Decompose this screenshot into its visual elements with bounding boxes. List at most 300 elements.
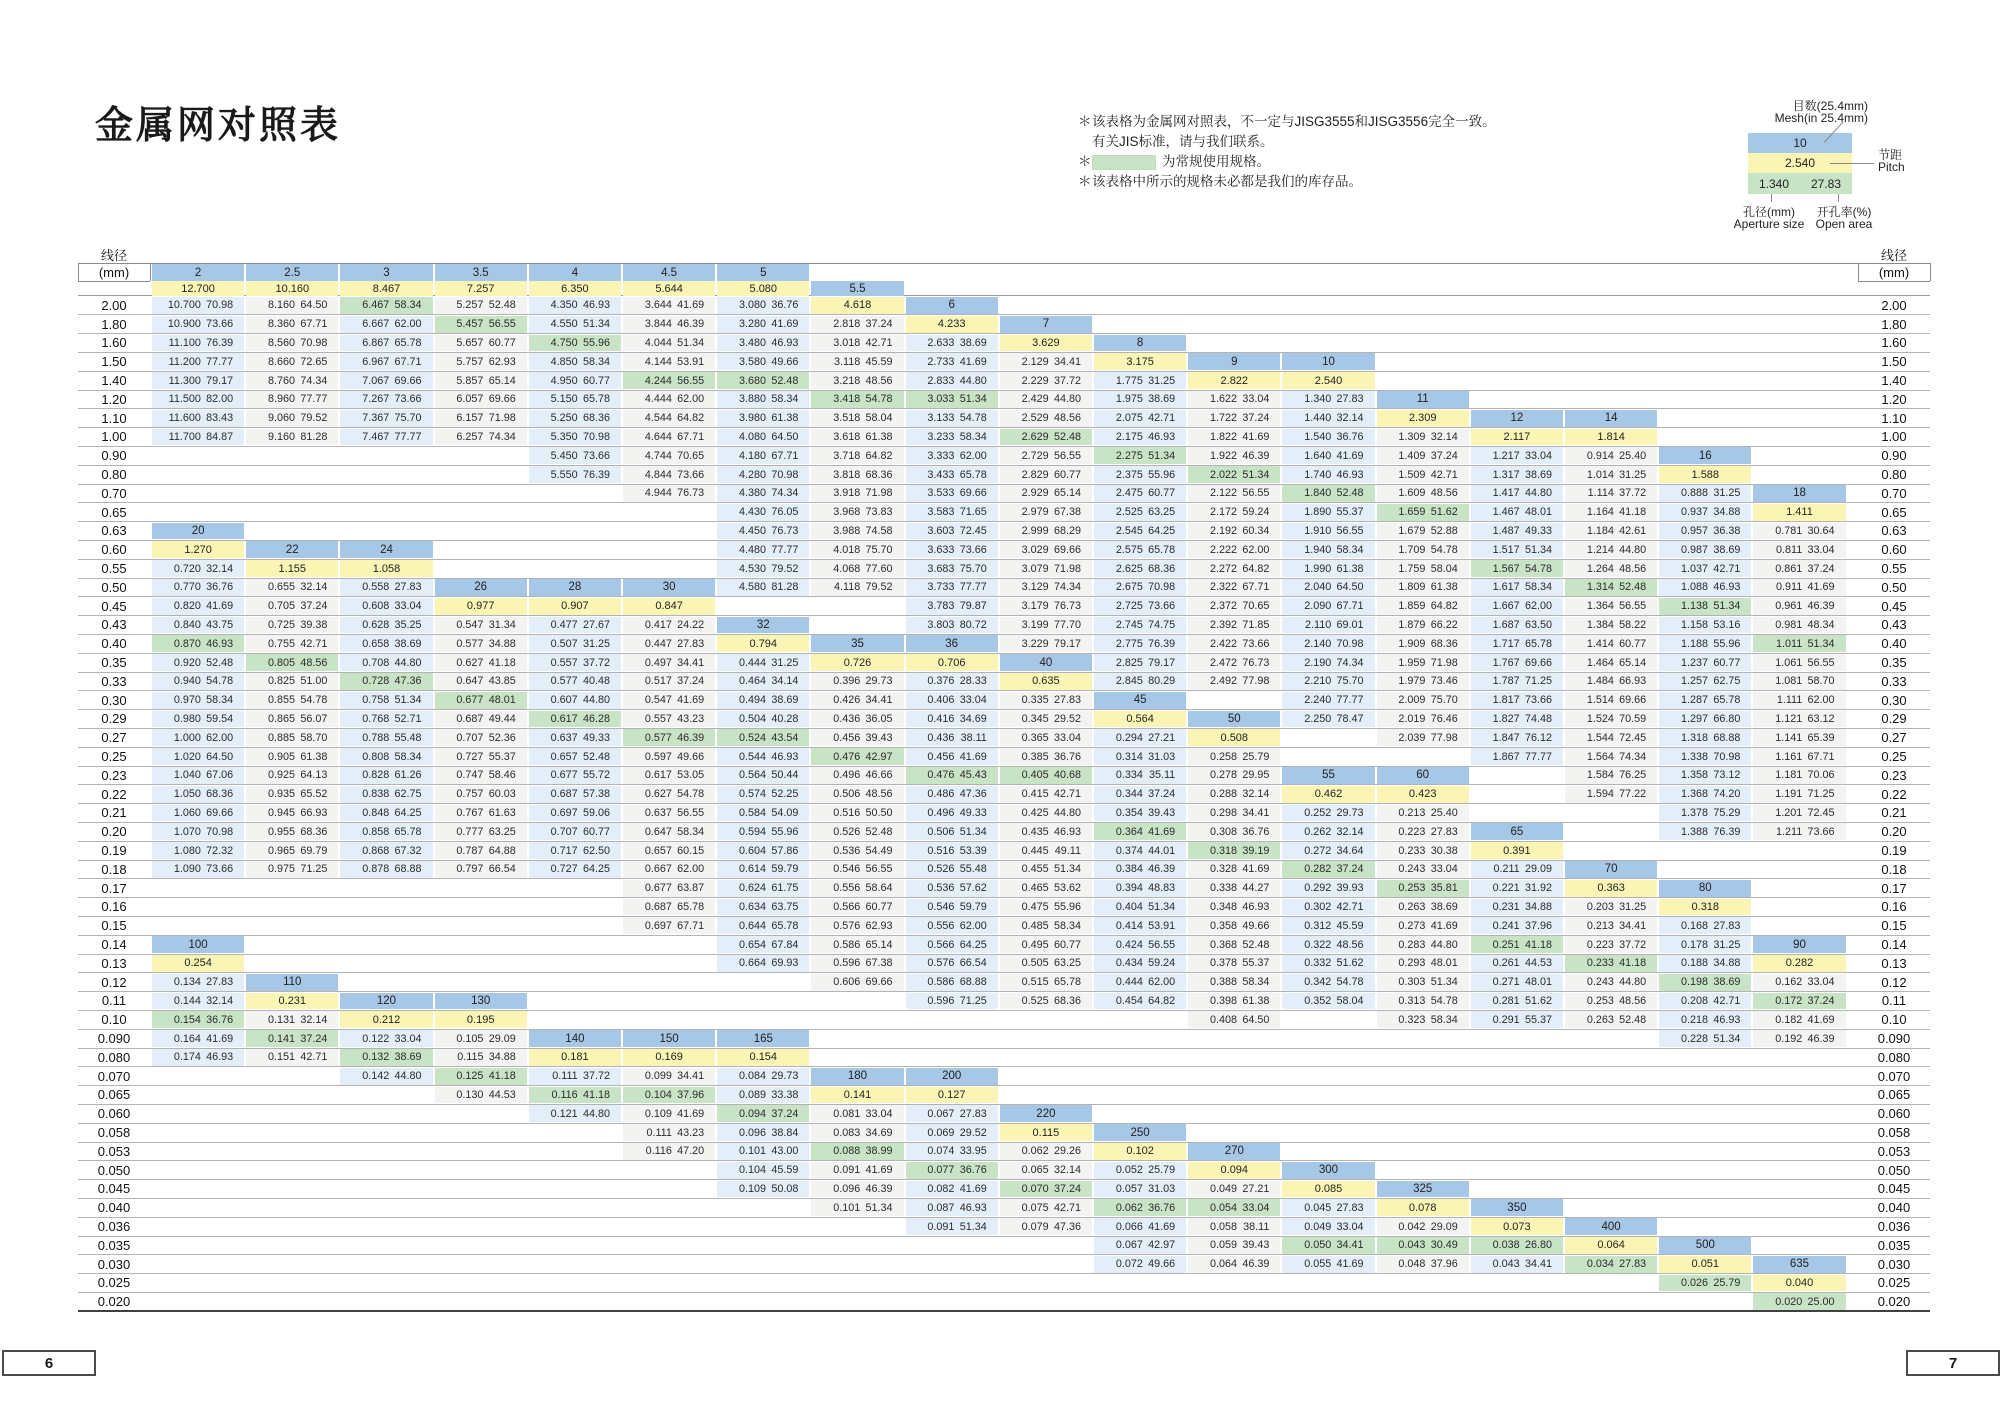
aperture-value: 0.065 <box>1021 1164 1049 1177</box>
aperture-value: 5.757 <box>456 355 484 368</box>
aperture-value: 2.122 <box>1210 487 1238 500</box>
data-cell <box>1000 1181 1092 1198</box>
data-cell <box>811 805 903 822</box>
aperture-value: 1.181 <box>1775 769 1803 782</box>
legend-aperture-label-en: Aperture size <box>1733 217 1805 231</box>
data-cell <box>435 786 527 803</box>
data-cell <box>623 429 715 446</box>
aperture-value: 0.980 <box>173 712 201 725</box>
open-area-value: 65.78 <box>394 336 422 349</box>
aperture-value: 1.317 <box>1492 468 1520 481</box>
aperture-value: 3.988 <box>833 524 861 537</box>
data-cell <box>717 1087 809 1104</box>
open-area-value: 49.66 <box>1148 1258 1176 1271</box>
data-cell <box>1094 823 1186 840</box>
aperture-value: 1.740 <box>1304 468 1332 481</box>
pitch-cell: 0.115 <box>1000 1124 1092 1141</box>
data-cell <box>1188 673 1280 690</box>
aperture-value: 0.218 <box>1681 1013 1709 1026</box>
open-area-value: 65.78 <box>677 900 705 913</box>
data-cell <box>1188 974 1280 991</box>
data-cell <box>623 410 715 427</box>
row-label-right: 0.65 <box>1881 504 1907 520</box>
open-area-value: 41.69 <box>206 600 234 613</box>
data-cell <box>152 598 244 615</box>
data-cell <box>906 767 998 784</box>
open-area-value: 42.71 <box>1430 468 1458 481</box>
open-area-value: 42.71 <box>1713 994 1741 1007</box>
aperture-value: 0.970 <box>173 694 201 707</box>
data-cell <box>811 748 903 765</box>
data-cell <box>1659 1011 1751 1028</box>
pitch-cell: 1.814 <box>1565 429 1657 446</box>
aperture-value: 8.660 <box>268 355 296 368</box>
open-area-value: 51.62 <box>1336 957 1364 970</box>
aperture-value: 1.809 <box>1398 581 1426 594</box>
open-area-value: 68.88 <box>959 976 987 989</box>
data-cell <box>1753 560 1845 577</box>
data-cell <box>246 711 338 728</box>
aperture-value: 0.069 <box>927 1126 955 1139</box>
data-cell <box>1659 823 1751 840</box>
aperture-value: 0.243 <box>1586 976 1614 989</box>
data-cell <box>529 617 621 634</box>
aperture-value: 0.770 <box>173 581 201 594</box>
open-area-value: 51.34 <box>959 1220 987 1233</box>
row-label-left: 0.15 <box>101 918 127 934</box>
data-cell <box>1565 541 1657 558</box>
open-area-value: 31.25 <box>1619 468 1647 481</box>
data-cell <box>623 1105 715 1122</box>
data-cell <box>1000 504 1092 521</box>
aperture-value: 0.634 <box>739 900 767 913</box>
aperture-value: 5.857 <box>456 374 484 387</box>
aperture-value: 4.180 <box>739 449 767 462</box>
mesh-header-cell: 200 <box>906 1068 998 1085</box>
open-area-value: 77.77 <box>1336 694 1364 707</box>
row-label-right: 0.035 <box>1877 1237 1911 1253</box>
open-area-value: 70.98 <box>771 468 799 481</box>
aperture-value: 3.918 <box>833 487 861 500</box>
aperture-value: 1.090 <box>173 863 201 876</box>
open-area-value: 42.71 <box>865 336 893 349</box>
row-label-left: 0.053 <box>97 1143 131 1159</box>
open-area-value: 51.62 <box>1430 506 1458 519</box>
legend-pitch-value: 2.540 <box>1784 156 1816 170</box>
aperture-value: 0.597 <box>644 750 672 763</box>
data-cell <box>1377 974 1469 991</box>
data-cell <box>811 955 903 972</box>
aperture-value: 7.267 <box>362 393 390 406</box>
aperture-value: 1.014 <box>1586 468 1614 481</box>
aperture-value: 1.338 <box>1681 750 1709 763</box>
data-cell <box>246 861 338 878</box>
open-area-value: 43.23 <box>677 712 705 725</box>
open-area-value: 76.73 <box>771 524 799 537</box>
row-label-left: 0.63 <box>101 523 127 539</box>
data-cell <box>1282 673 1374 690</box>
data-cell <box>1282 880 1374 897</box>
aperture-value: 1.088 <box>1681 581 1709 594</box>
aperture-value: 5.450 <box>550 449 578 462</box>
open-area-value: 76.73 <box>1242 656 1270 669</box>
data-cell <box>529 410 621 427</box>
open-area-value: 46.93 <box>771 750 799 763</box>
open-area-value: 60.34 <box>1242 524 1270 537</box>
aperture-value: 0.757 <box>456 788 484 801</box>
open-area-value: 34.14 <box>771 675 799 688</box>
aperture-value: 0.054 <box>1210 1201 1238 1214</box>
data-cell <box>906 842 998 859</box>
open-area-value: 41.69 <box>1242 863 1270 876</box>
data-cell <box>529 805 621 822</box>
data-cell <box>1753 823 1845 840</box>
row-label-left: 0.16 <box>101 899 127 915</box>
open-area-value: 56.07 <box>300 712 328 725</box>
aperture-value: 1.114 <box>1587 487 1614 500</box>
open-area-value: 43.85 <box>488 675 516 688</box>
open-area-value: 55.96 <box>1148 468 1176 481</box>
aperture-value: 2.175 <box>1115 430 1143 443</box>
data-cell <box>811 899 903 916</box>
table-rule <box>78 1273 1930 1274</box>
data-cell <box>1000 579 1092 596</box>
open-area-value: 81.28 <box>300 430 328 443</box>
open-area-value: 38.11 <box>960 731 987 744</box>
data-cell <box>811 861 903 878</box>
open-area-value: 61.63 <box>488 806 516 819</box>
open-area-value: 58.34 <box>1430 1013 1458 1026</box>
open-area-value: 48.56 <box>865 788 893 801</box>
data-cell <box>152 297 244 314</box>
data-cell <box>1282 861 1374 878</box>
data-cell <box>1094 993 1186 1010</box>
row-label-right: 0.12 <box>1881 974 1907 990</box>
data-cell <box>1377 429 1469 446</box>
aperture-value: 11.300 <box>168 374 201 387</box>
row-label-left: 1.50 <box>101 354 127 370</box>
data-cell <box>1188 936 1280 953</box>
data-cell <box>1565 974 1657 991</box>
aperture-value: 0.178 <box>1681 938 1709 951</box>
open-area-value: 29.09 <box>1430 1220 1458 1233</box>
data-cell <box>435 429 527 446</box>
aperture-value: 0.211 <box>1493 863 1520 876</box>
data-cell <box>906 598 998 615</box>
wire-diameter-header-right: 线径 <box>1880 247 1907 263</box>
open-area-value: 61.38 <box>1430 581 1458 594</box>
aperture-value: 0.957 <box>1681 524 1709 537</box>
aperture-value: 2.472 <box>1210 656 1238 669</box>
open-area-value: 58.34 <box>206 694 234 707</box>
data-cell <box>811 936 903 953</box>
aperture-value: 0.077 <box>927 1164 955 1177</box>
aperture-value: 2.210 <box>1304 675 1332 688</box>
data-cell <box>246 823 338 840</box>
open-area-value: 77.70 <box>1053 618 1081 631</box>
aperture-value: 1.879 <box>1398 618 1426 631</box>
data-cell <box>1377 654 1469 671</box>
open-area-value: 81.28 <box>771 581 799 594</box>
open-area-value: 32.14 <box>206 994 234 1007</box>
mesh-header-cell: 4.5 <box>623 264 715 281</box>
aperture-value: 0.504 <box>739 712 767 725</box>
open-area-value: 58.04 <box>1430 562 1458 575</box>
mesh-header-cell: 4 <box>529 264 621 281</box>
aperture-value: 10.900 <box>167 318 201 331</box>
row-label-right: 0.045 <box>1877 1181 1911 1197</box>
pitch-cell: 1.411 <box>1753 504 1845 521</box>
aperture-value: 7.067 <box>362 374 390 387</box>
data-cell <box>623 1143 715 1160</box>
data-cell <box>152 692 244 709</box>
open-area-value: 30.38 <box>1430 844 1458 857</box>
aperture-value: 0.720 <box>173 562 201 575</box>
row-label-right: 0.090 <box>1877 1031 1911 1047</box>
data-cell <box>1188 447 1280 464</box>
data-cell <box>623 372 715 389</box>
aperture-value: 0.705 <box>268 600 296 613</box>
aperture-value: 0.388 <box>1210 976 1238 989</box>
aperture-value: 0.174 <box>173 1051 201 1064</box>
data-cell <box>1094 917 1186 934</box>
row-label-left: 2.00 <box>101 297 127 313</box>
data-cell <box>246 1049 338 1066</box>
data-cell <box>906 1218 998 1235</box>
aperture-value: 0.043 <box>1492 1258 1520 1271</box>
data-cell <box>717 805 809 822</box>
aperture-value: 2.375 <box>1115 468 1143 481</box>
data-cell <box>529 447 621 464</box>
legend-aperture-label-cn: 孔径(mm) <box>1743 205 1795 219</box>
open-area-value: 41.69 <box>771 318 799 331</box>
aperture-value: 5.550 <box>550 468 578 481</box>
aperture-value: 0.755 <box>268 637 296 650</box>
aperture-value: 0.223 <box>1586 938 1614 951</box>
data-cell <box>1000 786 1092 803</box>
aperture-value: 1.787 <box>1492 675 1520 688</box>
aperture-value: 2.022 <box>1210 468 1238 481</box>
open-area-value: 73.66 <box>959 543 987 556</box>
row-label-right: 0.025 <box>1877 1275 1911 1291</box>
data-cell <box>1094 466 1186 483</box>
aperture-value: 0.870 <box>173 637 201 650</box>
aperture-value: 0.707 <box>550 825 578 838</box>
aperture-value: 0.577 <box>456 637 484 650</box>
open-area-value: 72.45 <box>1619 731 1647 744</box>
aperture-value: 3.633 <box>927 543 955 556</box>
aperture-value: 0.495 <box>1021 938 1049 951</box>
open-area-value: 42.71 <box>300 637 328 650</box>
aperture-value: 0.464 <box>739 675 767 688</box>
open-area-value: 77.77 <box>1524 750 1552 763</box>
row-label-left: 0.10 <box>101 1012 127 1028</box>
open-area-value: 34.41 <box>677 1070 705 1083</box>
aperture-value: 4.450 <box>739 524 767 537</box>
open-area-value: 79.87 <box>959 600 987 613</box>
open-area-value: 58.70 <box>300 731 328 744</box>
row-label-left: 0.19 <box>101 843 127 859</box>
data-cell <box>717 880 809 897</box>
aperture-value: 0.142 <box>362 1070 390 1083</box>
data-cell <box>1282 410 1374 427</box>
row-label-left: 0.21 <box>101 805 127 821</box>
aperture-value: 0.788 <box>362 731 390 744</box>
open-area-value: 73.66 <box>1524 694 1552 707</box>
row-label-right: 0.60 <box>1881 542 1907 558</box>
data-cell <box>1188 805 1280 822</box>
data-cell <box>1188 1181 1280 1198</box>
open-area-value: 59.79 <box>959 900 987 913</box>
data-cell <box>529 1087 621 1104</box>
data-cell <box>152 842 244 859</box>
open-area-value: 43.75 <box>206 618 234 631</box>
data-cell <box>1377 861 1469 878</box>
aperture-value: 0.034 <box>1586 1258 1614 1271</box>
open-area-value: 62.00 <box>677 393 705 406</box>
note-text: 该表格为金属网对照表，不一定与JISG3555和JISG3556完全一致。 <box>1092 114 1496 129</box>
data-cell <box>811 1181 903 1198</box>
aperture-value: 1.214 <box>1586 543 1614 556</box>
open-area-value: 43.23 <box>677 1126 705 1139</box>
open-area-value: 29.73 <box>865 675 893 688</box>
aperture-value: 2.492 <box>1210 675 1238 688</box>
aperture-value: 0.506 <box>927 825 955 838</box>
aperture-value: 0.292 <box>1304 882 1332 895</box>
aperture-value: 4.244 <box>644 374 672 387</box>
data-cell <box>1377 842 1469 859</box>
aperture-value: 0.657 <box>550 750 578 763</box>
row-label-left: 1.10 <box>101 410 127 426</box>
aperture-value: 0.404 <box>1115 900 1143 913</box>
aperture-value: 0.758 <box>362 694 390 707</box>
open-area-value: 40.48 <box>582 675 610 688</box>
data-cell <box>1188 955 1280 972</box>
data-cell <box>1471 974 1563 991</box>
open-area-value: 44.80 <box>394 656 422 669</box>
data-cell <box>623 335 715 352</box>
data-cell <box>1565 504 1657 521</box>
data-cell <box>1188 880 1280 897</box>
row-label-right: 0.21 <box>1881 805 1907 821</box>
data-cell <box>1565 617 1657 634</box>
mesh-header-cell: 45 <box>1094 692 1186 709</box>
data-cell <box>340 692 432 709</box>
open-area-value: 70.98 <box>300 336 328 349</box>
open-area-value: 46.28 <box>582 712 610 725</box>
wire-diameter-unit-left: (mm) <box>98 265 130 280</box>
open-area-value: 76.25 <box>1619 769 1647 782</box>
data-cell <box>152 729 244 746</box>
legend-pitch-label-en: Pitch <box>1878 160 1905 174</box>
data-cell <box>1753 617 1845 634</box>
pitch-cell: 0.564 <box>1094 711 1186 728</box>
data-cell <box>340 598 432 615</box>
open-area-value: 33.04 <box>1807 543 1835 556</box>
open-area-value: 54.78 <box>1524 562 1552 575</box>
open-area-value: 55.72 <box>582 769 610 782</box>
mesh-header-cell: 3.5 <box>435 264 527 281</box>
open-area-value: 74.58 <box>865 524 893 537</box>
aperture-value: 0.965 <box>268 844 296 857</box>
row-label-left: 0.070 <box>97 1068 131 1084</box>
open-area-value: 76.39 <box>1713 825 1741 838</box>
aperture-value: 0.344 <box>1115 788 1143 801</box>
mesh-header-cell: 140 <box>529 1030 621 1047</box>
data-cell <box>1282 692 1374 709</box>
aperture-value: 3.733 <box>927 581 955 594</box>
open-area-value: 71.65 <box>959 506 987 519</box>
data-cell <box>1094 598 1186 615</box>
open-area-value: 51.34 <box>677 336 705 349</box>
aperture-value: 0.586 <box>927 976 955 989</box>
open-area-value: 54.78 <box>206 675 234 688</box>
data-cell <box>1188 748 1280 765</box>
data-cell <box>435 1030 527 1047</box>
data-cell <box>1471 955 1563 972</box>
open-area-value: 58.34 <box>394 750 422 763</box>
data-cell <box>1188 654 1280 671</box>
data-cell <box>1188 899 1280 916</box>
row-label-right: 0.19 <box>1881 843 1907 859</box>
aperture-value: 0.637 <box>644 806 672 819</box>
open-area-value: 68.36 <box>865 468 893 481</box>
table-rule-vertical <box>78 263 79 281</box>
data-cell <box>1565 598 1657 615</box>
open-area-value: 46.39 <box>1242 1258 1270 1271</box>
aperture-value: 0.708 <box>362 656 390 669</box>
pitch-cell: 0.508 <box>1188 729 1280 746</box>
open-area-value: 42.71 <box>1053 788 1081 801</box>
data-cell <box>1000 1218 1092 1235</box>
data-cell <box>340 1068 432 1085</box>
open-area-value: 64.82 <box>1148 994 1176 1007</box>
aperture-value: 0.606 <box>833 976 861 989</box>
aperture-value: 1.709 <box>1398 543 1426 556</box>
data-cell <box>1659 692 1751 709</box>
open-area-value: 32.14 <box>1242 788 1270 801</box>
open-area-value: 41.69 <box>959 355 987 368</box>
aperture-value: 4.430 <box>739 506 767 519</box>
open-area-value: 51.34 <box>1148 449 1176 462</box>
row-label-left: 0.036 <box>97 1219 131 1235</box>
data-cell <box>1000 823 1092 840</box>
open-area-value: 39.43 <box>1148 806 1176 819</box>
open-area-value: 66.80 <box>1713 712 1741 725</box>
data-cell <box>623 917 715 934</box>
open-area-value: 48.56 <box>1430 487 1458 500</box>
row-label-left: 0.030 <box>97 1256 131 1272</box>
aperture-value: 0.516 <box>927 844 955 857</box>
data-cell <box>529 823 621 840</box>
data-cell <box>906 993 998 1010</box>
mesh-header-cell: 270 <box>1188 1143 1280 1160</box>
data-cell <box>529 748 621 765</box>
aperture-value: 1.890 <box>1304 506 1332 519</box>
data-cell <box>1282 842 1374 859</box>
open-area-value: 42.97 <box>1148 1239 1176 1252</box>
data-cell <box>435 335 527 352</box>
aperture-value: 2.129 <box>1021 355 1049 368</box>
open-area-value: 27.83 <box>394 581 422 594</box>
open-area-value: 54.78 <box>865 393 893 406</box>
table-rule <box>78 1085 1930 1086</box>
row-label-right: 0.060 <box>1877 1106 1911 1122</box>
open-area-value: 31.03 <box>1148 750 1176 763</box>
legend-aperture-value: 1.340 <box>1758 176 1790 191</box>
data-cell <box>1282 1218 1374 1235</box>
aperture-value: 1.080 <box>173 844 201 857</box>
